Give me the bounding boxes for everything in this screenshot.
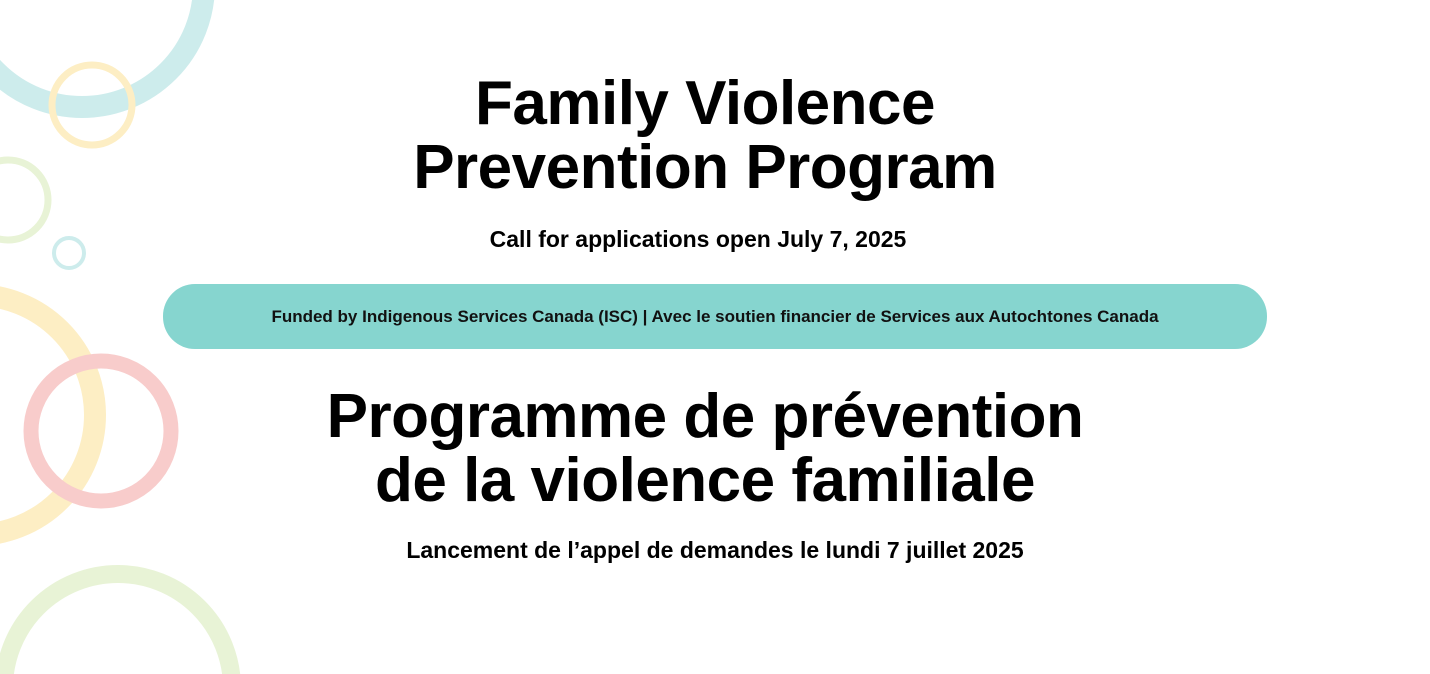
funding-banner-text: Funded by Indigenous Services Canada (ISC) | Avec le soutien financier de Services aux Autochtones Canada <box>271 306 1159 326</box>
french-subtitle: Lancement de l’appel de demandes le lundi 7 juillet 2025 <box>406 537 1024 563</box>
english-title-line2: Prevention Program <box>413 133 997 202</box>
french-title-line1: Programme de prévention <box>326 382 1084 451</box>
french-title <box>0 382 1410 515</box>
english-subtitle: Call for applications open July 7, 2025 <box>489 226 907 252</box>
english-title-line1: Family Violence <box>474 69 935 138</box>
funding-banner <box>163 284 1267 349</box>
english-title <box>0 69 1410 202</box>
ring-green-large <box>4 574 232 674</box>
french-title-line2: de la violence familiale <box>375 446 1035 515</box>
